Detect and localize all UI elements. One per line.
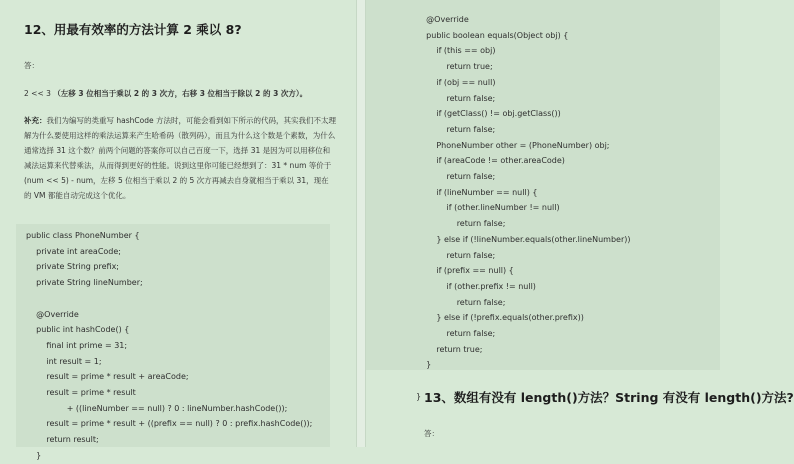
code-line: return false; xyxy=(416,219,506,229)
code-line: return result; xyxy=(26,435,99,445)
code-block-hashcode xyxy=(16,224,330,460)
code-line: return false; xyxy=(416,250,496,260)
code-line: PhoneNumber other = (PhoneNumber) obj; xyxy=(416,140,610,150)
code-line: int result = 1; xyxy=(26,356,102,366)
code-line: } else if (!lineNumber.equals(other.lineNumber)) xyxy=(416,234,631,244)
code-line: public boolean equals(Object obj) { xyxy=(416,30,569,40)
code-line: return false; xyxy=(416,297,506,307)
code-line: return false; xyxy=(416,93,496,103)
supplement-paragraph xyxy=(24,113,336,204)
code-line: if (this == obj) xyxy=(416,46,496,56)
code-line: if (getClass() != obj.getClass()) xyxy=(416,109,561,119)
code-line: } else if (!prefix.equals(other.prefix)) xyxy=(416,313,584,323)
code-line: @Override xyxy=(416,15,469,24)
code-line: return false; xyxy=(416,329,496,338)
code-line: private String prefix; xyxy=(26,262,119,272)
code-line: result = prime * result xyxy=(26,388,136,397)
code-line: @Override xyxy=(26,309,79,319)
code-line: public int hashCode() { xyxy=(26,325,130,335)
code-line: } xyxy=(416,391,422,401)
supplement-text: 我们为编写的类重写 hashCode 方法时，可能会看到如下所示的代码，其实我们不太理解为什么要使用这样的乘法运算来产生哈希码（散列码），而且为什么这个数是个素数，为什么通常选择 31 这个数？前两个问题的答案你可以自己百度一下，选择 31 是因为可以用移位和减法运算来代替乘法，从而得到更好的性能。说到这里你可能已经想到了：31 * num 等价于(num << 5) - num，左移 5 位相当于乘以 2 的 5 次方再减去自身就相当于乘以 31，现在的 VM 都能自动完成这个优化。 xyxy=(24,116,336,201)
code-line: } xyxy=(26,450,42,460)
answer-label: 答： xyxy=(24,61,39,70)
page-gutter xyxy=(356,0,366,447)
answer-label-13: 答： xyxy=(424,429,439,438)
answer-text xyxy=(24,88,307,99)
right-page xyxy=(366,0,794,447)
code-line: private String lineNumber; xyxy=(26,278,143,288)
left-page xyxy=(0,0,356,460)
code-line: if (areaCode != other.areaCode) xyxy=(416,156,565,166)
code-line: private int areaCode; xyxy=(26,246,121,256)
code-line: final int prime = 31; xyxy=(26,340,128,350)
answer-expression: 2 << 3 xyxy=(24,89,51,98)
code-line: + ((lineNumber == null) ? 0 : lineNumber.hashCode()); xyxy=(26,403,288,413)
code-line: if (obj == null) xyxy=(416,77,496,87)
code-line: public class PhoneNumber { xyxy=(26,231,140,240)
code-line: if (other.lineNumber != null) xyxy=(416,203,560,213)
question-12-title: 12、用最有效率的方法计算 2 乘以 8? xyxy=(24,22,242,37)
code-line: } xyxy=(416,360,432,370)
question-13-title: 13、数组有没有 length()方法？String 有没有 length()方法? xyxy=(424,390,794,405)
code-line: if (lineNumber == null) { xyxy=(416,187,538,197)
answer-note: （左移 3 位相当于乘以 2 的 3 次方，右移 3 位相当于除以 2 的 3 次方）。 xyxy=(53,89,308,98)
code-line: return true; xyxy=(416,344,483,354)
code-line: result = prime * result + ((prefix == null) ? 0 : prefix.hashCode()); xyxy=(26,419,313,429)
code-line: return false; xyxy=(416,124,496,134)
code-line: result = prime * result + areaCode; xyxy=(26,372,189,382)
code-line: return false; xyxy=(416,172,496,181)
code-line: if (other.prefix != null) xyxy=(416,281,536,291)
supplement-label: 补充： xyxy=(24,116,47,125)
code-line: return true; xyxy=(416,62,493,72)
code-line: if (prefix == null) { xyxy=(416,266,514,276)
